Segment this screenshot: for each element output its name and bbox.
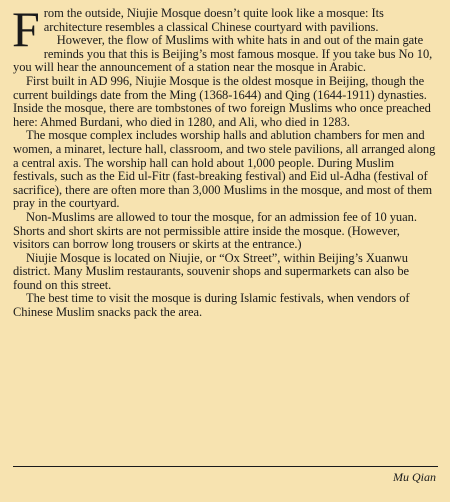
byline-divider — [13, 466, 438, 467]
drop-cap-letter: F — [12, 1, 40, 57]
article-paragraph-4: The mosque complex includes worship halls and ablution chambers for men and women, a minaret, lecture hall, classroom, and two stele pavilions, all arranged along a central axis. The worship hall can hold about 1,000 people. During Muslim festivals, such as the Eid ul-Fitr (fast-breaking festival) and Eid ul-Adha (festival of sacrifice), there are often more than 3,000 Muslims in the mosque, and most of them pray in the courtyard. — [13, 128, 436, 211]
article-paragraph-2: However, the flow of Muslims with white hats in and out of the main gate reminds you that this is Beijing’s most famous mosque. If you take bus No 10, you will hear the announcement of a station near the mosque in Arabic. — [13, 33, 433, 75]
article-paragraph-5: Non-Muslims are allowed to tour the mosque, for an admission fee of 10 yuan. Shorts and short skirts are not permissible attire inside the mosque. (However, visitors can borrow long trousers or skirts at the entrance.) — [13, 209, 417, 252]
paragraph-1-text: rom the outside, Niujie Mosque doesn’t quite look like a mosque: Its architecture resembles a classical Chinese courtyard with pavilions. — [43, 6, 384, 34]
article-body — [12, 1, 438, 320]
article-paragraph-7: The best time to visit the mosque is during Islamic festivals, when vendors of Chinese Muslim snacks pack the area. — [13, 291, 410, 320]
article-paragraph-3: First built in AD 996, Niujie Mosque is the oldest mosque in Beijing, though the current buildings date from the Ming (1368-1644) and Qing (1644-1911) dynasties. Inside the mosque, there are tombstones of two foreign Muslims who once preached here: Ahmed Burdani, who died in 1280, and Ali, who died in 1283. — [13, 73, 431, 129]
author-byline: Mu Qian — [393, 470, 436, 484]
article-paragraph-6: Niujie Mosque is located on Niujie, or “Ox Street”, within Beijing’s Xuanwu district. Many Muslim restaurants, souvenir shops and supermarkets can also be found on this street. — [13, 250, 410, 292]
